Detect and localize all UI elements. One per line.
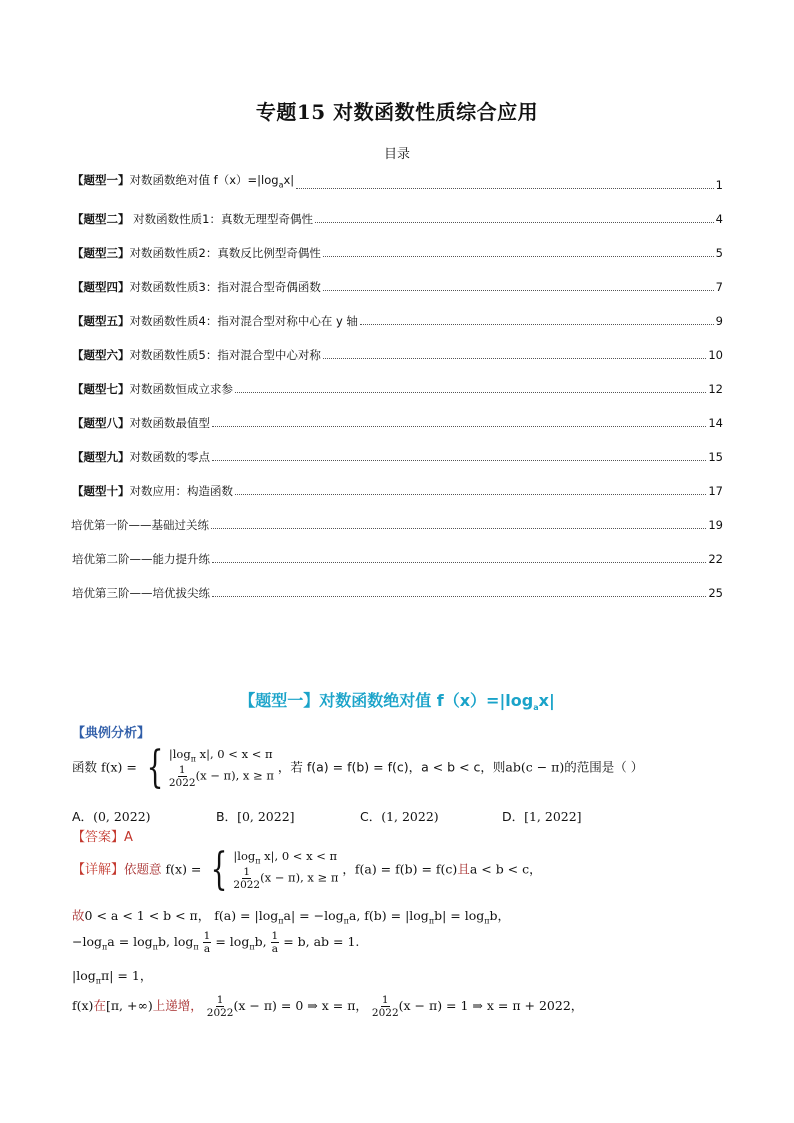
option-b[interactable]: B．[0, 2022] [215,809,295,824]
toc-item[interactable]: 培优第一阶——基础过关练 19 [71,518,723,532]
detail-line-2: 故0 < a < 1 < b < π， $f(a) = |\log_\pi a| = -\log_\pi a$, $f(b) = |\log_\pi b| = \log_\pi b$， [72,908,511,926]
toc-item[interactable]: 【题型七】对数函数恒成立求参 12 [72,382,723,396]
option-c[interactable]: C．(1, 2022) [359,809,439,824]
option-a[interactable]: A．(0, 2022) [72,809,151,824]
toc-item[interactable]: 【题型四】对数函数性质3：指对混合型奇偶函数 7 [72,280,723,294]
problem-statement: 函数 f(x) = { $|\log_\pi$ x|, 0 < x < π $\frac{1}{2022}$ (x − π), x ≥ π ，若 f(a) = f(b) = f(c)，a < b < c，则ab(c − π)的范围是（ ） [72,742,644,793]
toc-item[interactable]: 【题型一】对数函数绝对值 $f(x)=|\log_ax|$ 1 [72,172,723,192]
option-d[interactable]: D．[1, 2022] [501,809,582,824]
answer: 【答案】A [72,830,133,845]
toc-item[interactable]: 【题型六】对数函数性质5：指对混合型中心对称 10 [72,348,723,362]
toc-item[interactable]: 【题型十】对数应用：构造函数 17 [72,484,723,498]
options-row [72,807,582,825]
detail-line-1: 【详解】依题意 f(x) = { $|\log_\pi$ x|, 0 < x < π $\frac{1}{2022}$ (x − π), x ≥ π ，f(a) = f(b) = f(c)且a < b < c， [72,844,542,895]
toc-item[interactable]: 【题型九】对数函数的零点 15 [72,450,723,464]
detail-line-3: $-\log_\pi a = \log_\pi b$, $\log_\pi$ $\frac{1}{a}$ = $\log_\pi b$, $\frac{1}{a}$ = b, ab = 1. [72,930,360,955]
toc-item[interactable]: 【题型二】 对数函数性质1：真数无理型奇偶性 4 [72,212,723,226]
detail-line-5: f(x)在[π, +∞)上递增， $\frac{1}{2022}$ (x − π) = 0 ⇒ x = π， $\frac{1}{2022}$ (x − π) = 1 ⇒ x = π + 2022， [72,994,584,1019]
table-of-contents [72,159,723,601]
example-label: 【典例分析】 [72,726,151,741]
detail-line-4: $|\log_\pi\pi| = 1$， [72,968,153,986]
toc-item[interactable]: 培优第三阶——培优拔尖练 25 [72,586,723,600]
toc-item[interactable]: 【题型八】对数函数最值型 14 [72,416,723,430]
toc-item[interactable]: 培优第二阶——能力提升练 22 [72,552,723,566]
toc-item[interactable]: 【题型五】对数函数性质4：指对混合型对称中心在 y 轴 9 [72,314,723,328]
section-title: 【题型一】对数函数绝对值 $f(x)=|\log_ax|$ [239,691,555,713]
toc-heading: 目录 [383,147,410,162]
toc-item[interactable]: 【题型三】对数函数性质2：真数反比例型奇偶性 5 [72,246,723,260]
page-title: 专题15 对数函数性质综合应用 [255,100,539,124]
